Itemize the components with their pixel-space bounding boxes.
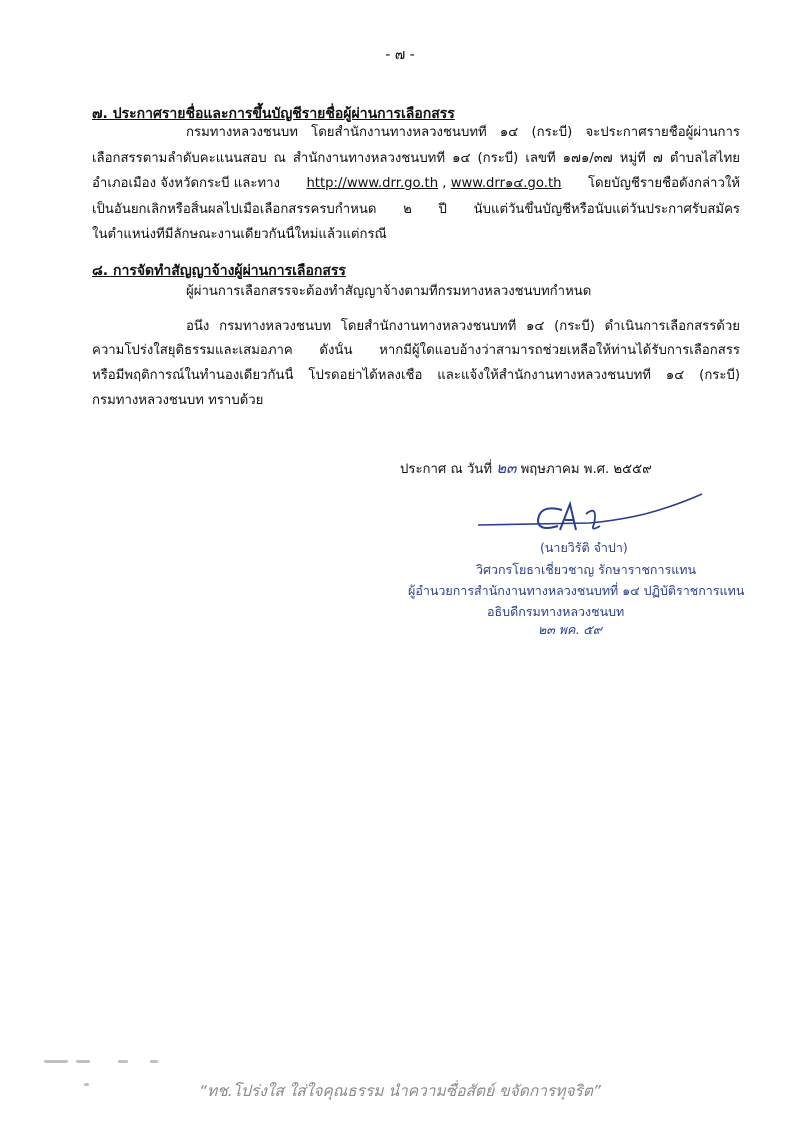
link-separator: , [442,176,447,191]
paragraph-line-3: หรือมีพฤติการณ์ในทำนองเดียวกันนี้ โปรดอย่าได้หลงเชื่อ และแจ้งให้สำนักงานทางหลวงชนบทที่ ๑๔ (กระบี่) [92,368,740,383]
paragraph-line-1: อนึ่ง กรมทางหลวงชนบท โดยสำนักงานทางหลวงชนบทที่ ๑๔ (กระบี่) ดำเนินการเลือกสรรด้วย [186,319,740,334]
section-7-line-1: กรมทางหลวงชนบท โดยสำนักงานทางหลวงชนบทที่ ๑๔ (กระบี่) จะประกาศรายชื่อผู้ผ่านการ [186,125,740,140]
drr-website-link[interactable]: http://www.drr.go.th [306,176,439,191]
handwritten-signature [470,490,710,540]
signatory-position-3: อธิบดีกรมทางหลวงชนบท [487,604,625,619]
scan-smudge [150,1060,158,1063]
section-7-title: ๗. ประกาศรายชื่อและการขึ้นบัญชีรายชื่อผู้ผ่านการเลือกสรร [92,106,455,122]
signatory-name: (นายวิรัติ จำปา) [540,540,628,555]
paragraph-line-2: ความโปร่งใสยุติธรรมและเสมอภาค ดังนั้น หากมีผู้ใดแอบอ้างว่าสามารถช่วยเหลือให้ท่านได้รับการเลือกสรร [92,343,740,358]
announcement-prefix: ประกาศ ณ วันที่ [400,462,493,477]
announcement-month-year: พฤษภาคม พ.ศ. ๒๕๕๙ [520,462,652,477]
section-8-title: ๘. การจัดทำสัญญาจ้างผู้ผ่านการเลือกสรร [92,263,346,279]
section-7-line-3-post: โดยบัญชีรายชื่อดังกล่าวให้ [587,176,740,191]
footer-motto: “ทช.โปร่งใส ใส่ใจคุณธรรม นำความซื่อสัตย์ ขจัดการทุจริต” [199,1082,601,1100]
section-7-line-5: ในตำแหน่งที่มีลักษณะงานเดียวกันนี้ใหม่แล้วแต่กรณี [92,227,387,242]
scan-smudge [44,1060,68,1063]
scan-smudge [76,1060,90,1063]
signatory-position-1: วิศวกรโยธาเชี่ยวชาญ รักษาราชการแทน [476,562,697,577]
paragraph-line-4: กรมทางหลวงชนบท ทราบด้วย [92,393,264,408]
announcement-day: ๒๓ [496,459,517,477]
section-7-line-4: เป็นอันยกเลิกหรือสิ้นผลไปเมื่อเลือกสรรครบกำหนด ๒ ปี นับแต่วันขึ้นบัญชีหรือนับแต่วันประกาศรับสมัคร [92,202,740,217]
section-7-line-3-pre: อำเภอเมือง จังหวัดกระบี่ และทาง [92,176,280,191]
signatory-position-2: ผู้อำนวยการสำนักงานทางหลวงชนบทที่ ๑๔ ปฏิบัติราชการแทน [408,583,745,598]
signature-handwritten-date: ๒๓ พค. ๕๙ [538,622,602,637]
announcement-date [400,456,652,480]
page-number: - ๗ - [385,47,415,63]
section-7-line-2: เลือกสรรตามลำดับคะแนนสอบ ณ สำนักงานทางหลวงชนบทที่ ๑๔ (กระบี่) เลขที่ ๑๗๑/๓๗ หมู่ที่ ๗ ตำบลไสไทย [92,151,740,166]
section-8-line-1: ผู้ผ่านการเลือกสรรจะต้องทำสัญญาจ้างตามที่กรมทางหลวงชนบทกำหนด [186,284,592,299]
section-7-line-3 [92,175,740,193]
scan-smudge [118,1060,128,1063]
drr14-website-link[interactable]: www.drr๑๔.go.th [450,176,562,191]
